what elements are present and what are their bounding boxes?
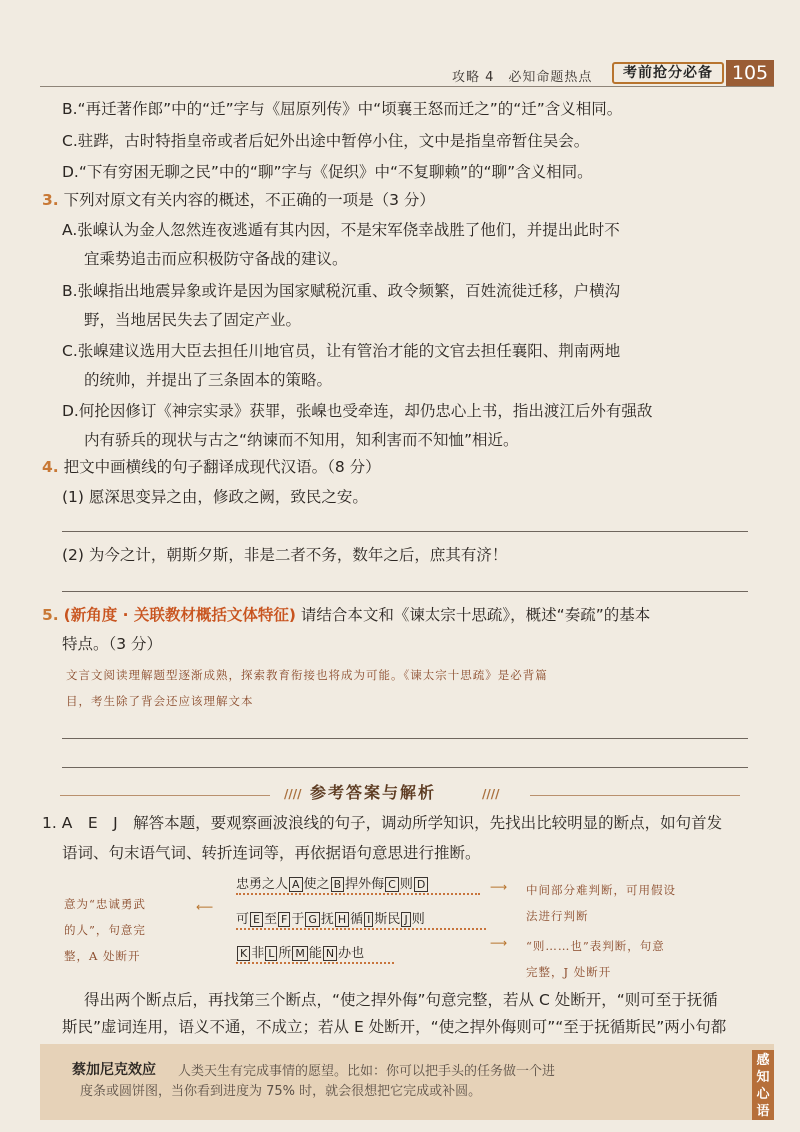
q5-tag: (新角度 · 关联教材概括文体特征) — [63, 606, 296, 624]
diagram-text: 非 — [251, 946, 265, 961]
diagram-text: 则 — [399, 877, 413, 892]
diagram-text: 斯民 — [374, 912, 401, 927]
diagram-text: 办也 — [338, 946, 365, 961]
diagram-box: J — [401, 912, 410, 927]
header-section: 攻略 4 必知命题热点 — [452, 70, 593, 85]
footer-text-line2: 度条或圆饼图，当你看到进度为 75% 时，就会很想把它完成或补圆。 — [80, 1084, 482, 1099]
diagram-text: 则 — [411, 912, 425, 927]
q4-sentence-1: (1) 愿深思变异之由，修政之阙，致民之安。 — [62, 488, 368, 506]
wavy-underline — [236, 956, 394, 964]
stripes-right-icon: //// — [482, 787, 500, 801]
diagram-text: 抚 — [320, 912, 334, 927]
footer-title: 蔡加尼克效应 — [72, 1062, 156, 1078]
q3-option-c-line1: C.张嵲建议选用大臣去担任川地官员，让有管治才能的文官去担任襄阳、荆南两地 — [62, 342, 621, 360]
answer-line — [62, 531, 748, 532]
section-divider-right — [530, 795, 740, 796]
diagram-box: E — [250, 912, 263, 927]
diagram-text: 可 — [236, 912, 250, 927]
wavy-underline — [236, 922, 486, 930]
q4-sentence-2: (2) 为今之计，朝斯夕斯，非是二者不务，数年之后，庶其有济！ — [62, 546, 508, 564]
diagram-text: 于 — [291, 912, 305, 927]
annotation-left-line3: 整，A 处断开 — [64, 949, 141, 963]
diagram-text: 至 — [263, 912, 277, 927]
q5-number: 5. — [42, 606, 59, 624]
annotation-right-line1: 中间部分难判断，可用假设 — [526, 883, 676, 897]
q3-stem: 下列对原文有关内容的概述，不正确的一项是（3 分） — [63, 191, 435, 209]
annotation-left-line2: 的人”，句意完 — [64, 923, 146, 937]
side-tab: 感知心语 — [752, 1050, 774, 1120]
wavy-underline — [236, 887, 480, 895]
answer-line — [62, 591, 748, 592]
annotation-left-line1: 意为“忠诚勇武 — [64, 897, 146, 911]
annotation-right-line4: 完整，J 处断开 — [526, 965, 612, 979]
q3-option-c-line2: 的统帅，并提出了三条固本的策略。 — [84, 371, 333, 389]
answer-line — [62, 738, 748, 739]
q3-option-b-line2: 野，当地居民失去了固定产业。 — [84, 311, 302, 329]
header-rule — [40, 86, 774, 87]
q4-stem-line — [42, 456, 381, 478]
q5-stem-line — [42, 604, 650, 626]
q3-stem-line — [42, 189, 435, 211]
explanation-para-line1: 得出两个断点后，再找第三个断点，“使之捍外侮”句意完整，若从 C 处断开，“则可至于抚循 — [84, 991, 718, 1009]
q5-stem-a: 请结合本文和《谏太宗十思疏》，概述“奏疏”的基本 — [300, 606, 651, 624]
q3-option-b-line1: B.张嵲指出地震异象或许是因为国家赋税沉重、政令频繁，百姓流徙迁移，户横沟 — [62, 282, 621, 300]
answer-line — [62, 767, 748, 768]
diagram-text: 能 — [308, 946, 322, 961]
diagram-box: B — [331, 877, 345, 892]
q2-option-d: D.“下有穷困无聊之民”中的“聊”字与《促织》中“不复聊赖”的“聊”含义相同。 — [62, 163, 593, 181]
answer-1-line1: 1. A E J 解答本题，要观察画波浪线的句子，调动所学知识，先找出比较明显的断点，如句首发 — [42, 814, 723, 832]
diagram-text: 循 — [350, 912, 364, 927]
q4-number: 4. — [42, 458, 59, 476]
diagram-box: L — [265, 946, 277, 961]
explanation-para-line2: 斯民”虚词连用，语义不通，不成立；若从 E 处断开，“使之捍外侮则可”“至于抚循斯民”两小句都 — [62, 1018, 727, 1036]
diagram-box: M — [292, 946, 308, 961]
q2-option-c: C.驻跸，古时特指皇帝或者后妃外出途中暂停小住，文中是指皇帝暂住吴会。 — [62, 132, 590, 150]
section-divider-left — [60, 795, 270, 796]
diagram-box: C — [385, 877, 399, 892]
diagram-box: H — [335, 912, 349, 927]
stripes-left-icon: //// — [284, 787, 302, 801]
diagram-box: I — [364, 912, 373, 927]
diagram-text: 使之 — [303, 877, 330, 892]
diagram-box: G — [305, 912, 320, 927]
diagram-text: 所 — [278, 946, 292, 961]
q3-option-a-line1: A.张嵲认为金人忽然连夜逃遁有其内因，不是宋军侥幸战胜了他们，并提出此时不 — [62, 221, 620, 239]
arrow-icon: ⟶ — [490, 936, 508, 950]
annotation-right-line2: 法进行判断 — [526, 909, 589, 923]
annotation-right-line3: “则……也”表判断，句意 — [526, 939, 665, 953]
q3-option-d-line2: 内有骄兵的现状与古之“纳谏而不知用，知利害而不知恤”相近。 — [84, 431, 519, 449]
diagram-text: 捍外侮 — [345, 877, 385, 892]
q3-number: 3. — [42, 191, 59, 209]
q3-option-a-line2: 宜乘势追击而应积极防守备战的建议。 — [84, 250, 348, 268]
arrow-icon: ⟶ — [490, 880, 508, 894]
diagram-box: A — [289, 877, 303, 892]
footer-text-line1: 人类天生有完成事情的愿望。比如：你可以把手头的任务做一个进 — [178, 1064, 556, 1079]
header-box-label: 考前抢分必备 — [612, 62, 724, 84]
handwritten-note-line1: 文言文阅读理解题型逐渐成熟，探索教育衔接也将成为可能。《谏太宗十思疏》是必背篇 — [66, 668, 548, 682]
diagram-box: K — [237, 946, 250, 961]
handwritten-note-line2: 目，考生除了背会还应该理解文本 — [66, 694, 254, 708]
page-number: 105 — [726, 60, 774, 86]
q2-option-b: B.“再迁著作郎”中的“迁”字与《屈原列传》中“顷襄王怒而迁之”的“迁”含义相同。 — [62, 100, 623, 118]
diagram-box: F — [278, 912, 290, 927]
q4-stem: 把文中画横线的句子翻译成现代汉语。（8 分） — [63, 458, 381, 476]
answers-section-header — [270, 782, 530, 804]
q3-option-d-line1: D.何抡因修订《神宗实录》获罪，张嵲也受牵连，却仍忠心上书，指出渡江后外有强敌 — [62, 402, 653, 420]
diagram-box: D — [414, 877, 428, 892]
arrow-icon: ⟵ — [196, 900, 214, 914]
diagram-box: N — [323, 946, 337, 961]
q5-stem-b: 特点。（3 分） — [62, 635, 163, 653]
answer-1-line2: 语词、句末语气词、转折连词等，再依据语句意思进行推断。 — [62, 844, 481, 862]
diagram-text: 忠勇之人 — [236, 877, 289, 892]
answers-title: 参考答案与解析 — [310, 783, 437, 802]
